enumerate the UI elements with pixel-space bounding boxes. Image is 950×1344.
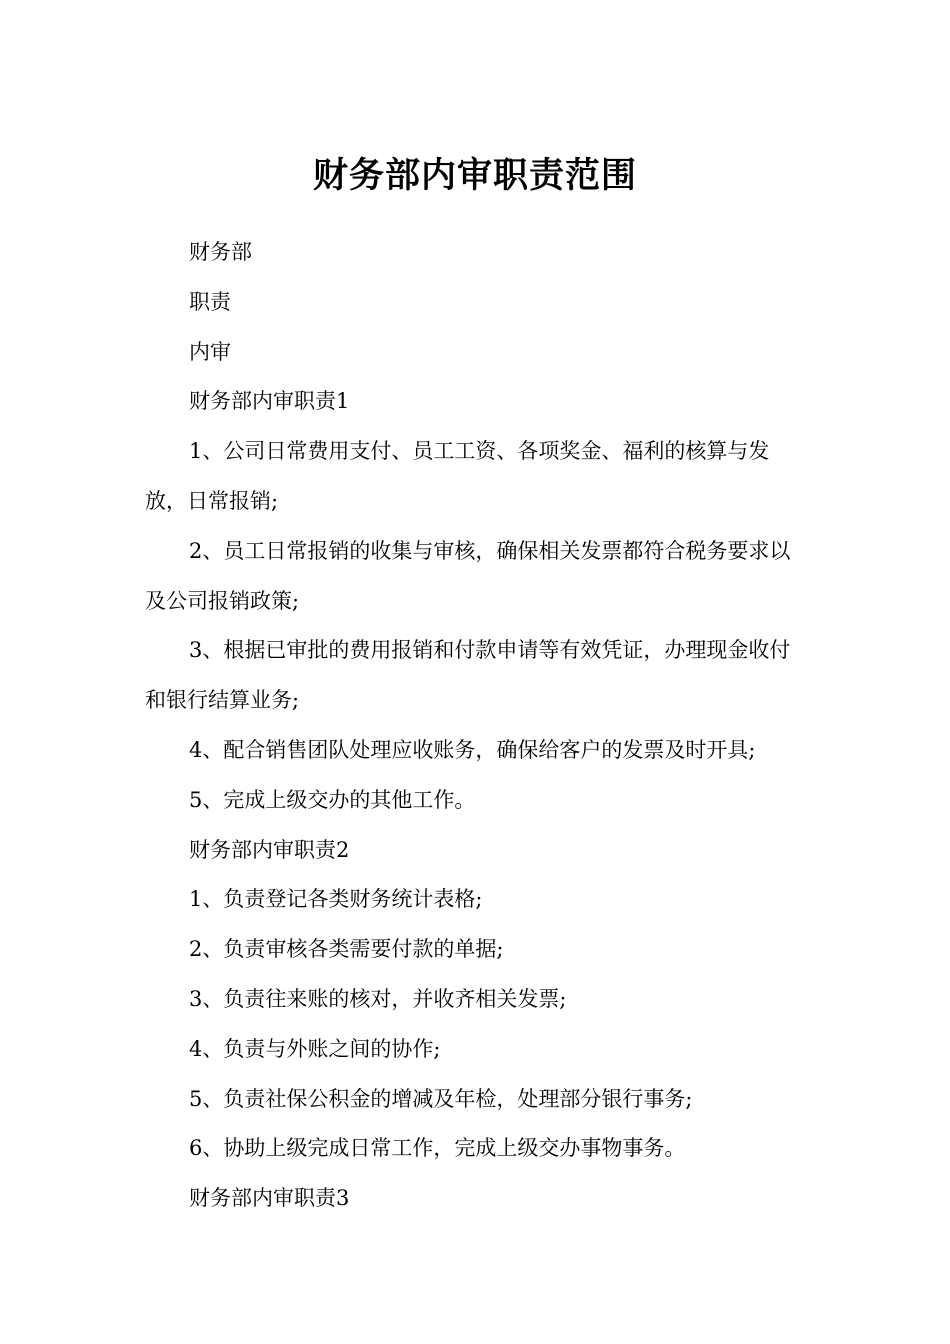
- section-heading: 财务部内审职责1: [189, 389, 350, 414]
- list-item: 4、负责与外账之间的协作;: [189, 1036, 441, 1061]
- section-heading: 财务部内审职责2: [189, 837, 350, 862]
- list-item: 5、负责社保公积金的增减及年检，处理部分银行事务;: [189, 1086, 693, 1111]
- list-item: 1、公司日常费用支付、员工工资、各项奖金、福利的核算与发放，日常报销;: [145, 439, 770, 513]
- list-item: 4、配合销售团队处理应收账务，确保给客户的发票及时开具;: [189, 737, 756, 762]
- list-item: 5、完成上级交办的其他工作。: [189, 787, 476, 812]
- paragraph: 内审: [189, 339, 231, 364]
- list-item: 2、负责审核各类需要付款的单据;: [189, 937, 504, 962]
- document-title: 财务部内审职责范围: [312, 156, 637, 197]
- paragraph: 财务部: [189, 240, 252, 264]
- list-item: 3、负责往来账的核对，并收齐相关发票;: [189, 986, 567, 1011]
- list-item: 3、根据已审批的费用报销和付款申请等有效凭证，办理现金收付和银行结算业务;: [145, 638, 791, 713]
- list-item: 6、协助上级完成日常工作，完成上级交办事物事务。: [189, 1136, 686, 1161]
- section-heading: 财务部内审职责3: [189, 1186, 350, 1211]
- paragraph: 职责: [189, 289, 231, 314]
- document-body: [145, 228, 810, 1224]
- list-item: 1、负责登记各类财务统计表格;: [189, 887, 483, 912]
- list-item: 2、员工日常报销的收集与审核，确保相关发票都符合税务要求以及公司报销政策;: [145, 538, 791, 613]
